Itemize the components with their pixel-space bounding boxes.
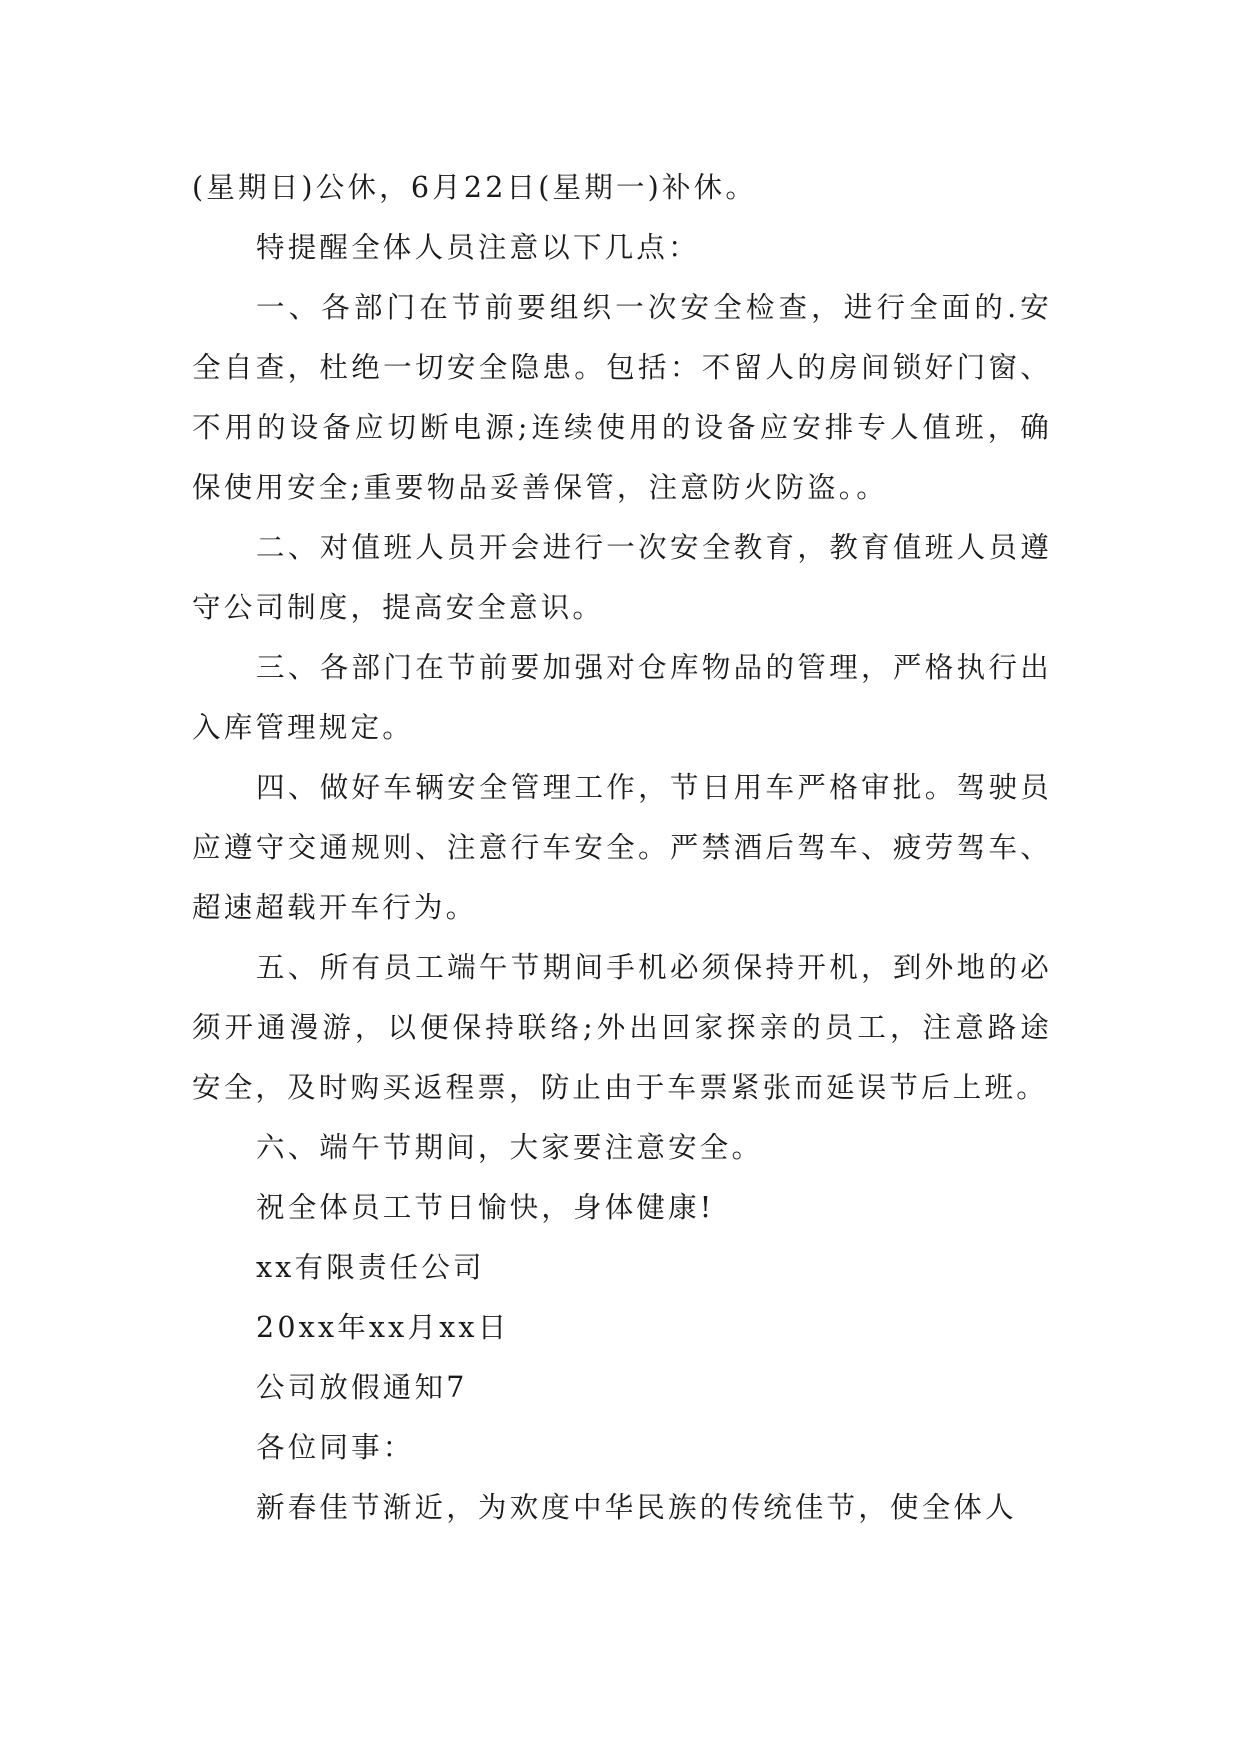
document-body: [192, 158, 1052, 1538]
paragraph: 六、端午节期间，大家要注意安全。: [256, 1131, 764, 1164]
paragraph: 五、所有员工端午节期间手机必须保持开机，到外地的必须开通漫游，以便保持联络;外出回家探亲的员工，注意路途安全，及时购买返程票，防止由于车票紧张而延误节后上班。: [192, 951, 1052, 1104]
company-name: xx有限责任公司: [256, 1251, 485, 1284]
paragraph: 二、对值班人员开会进行一次安全教育，教育值班人员遵守公司制度，提高安全意识。: [192, 531, 1052, 624]
paragraph: (星期日)公休，6月22日(星期一)补休。: [192, 171, 758, 204]
paragraph: 四、做好车辆安全管理工作，节日用车严格审批。驾驶员应遵守交通规则、注意行车安全。严禁酒后驾车、疲劳驾车、超速超载开车行为。: [192, 771, 1052, 924]
paragraph: 祝全体员工节日愉快，身体健康!: [256, 1191, 715, 1224]
paragraph: 三、各部门在节前要加强对仓库物品的管理，严格执行出入库管理规定。: [192, 651, 1052, 744]
salutation: 各位同事：: [256, 1431, 415, 1464]
date: 20xx年xx月xx日: [256, 1311, 510, 1344]
paragraph: 新春佳节渐近，为欢度中华民族的传统佳节，使全体人: [256, 1491, 1017, 1524]
section-title: 公司放假通知7: [256, 1371, 468, 1404]
paragraph: 特提醒全体人员注意以下几点：: [256, 231, 700, 264]
paragraph: 一、各部门在节前要组织一次安全检查，进行全面的.安全自查，杜绝一切安全隐患。包括：不留人的房间锁好门窗、不用的设备应切断电源;连续使用的设备应安排专人值班，确保使用安全;重要物品妥善保管，注意防火防盗。。: [192, 291, 1052, 504]
